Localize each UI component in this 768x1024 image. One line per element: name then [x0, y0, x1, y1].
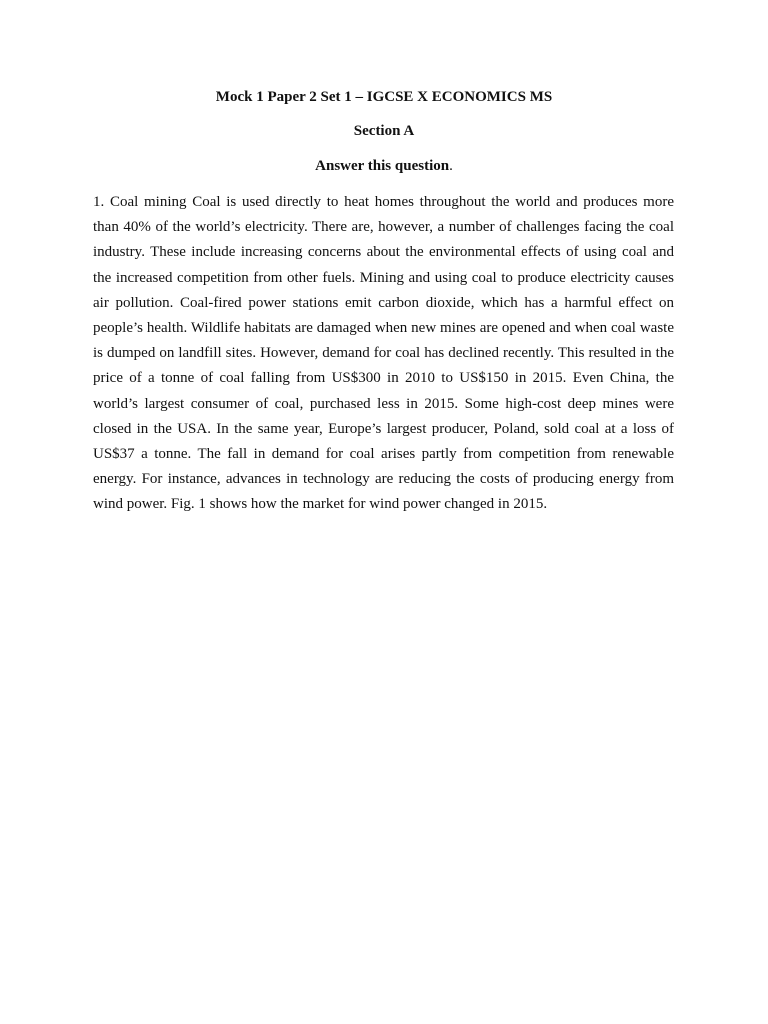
instruction-period: . [449, 158, 453, 174]
section-heading: Section A [353, 123, 415, 139]
question-instruction [0, 156, 768, 176]
question-text: 1. Coal mining Coal is used directly to heat homes throughout the world and produces more than 40% of the world’s electricity. There are, however, a number of challenges facing the coal industry. These include increasing concerns about the environmental effects of using coal and the increased competition from other fuels. Mining and using coal to produce electricity causes air pollution. Coal-fired power stations emit carbon dioxide, which has a harmful effect on people’s health. Wildlife habitats are damaged when new mines are opened and when coal waste is dumped on landfill sites. However, demand for coal has declined recently. This resulted in the price of a tonne of coal falling from US$300 in 2010 to US$150 in 2015. Even China, the world’s largest consumer of coal, purchased less in 2015. Some high-cost deep mines were closed in the USA. In the same year, Europe’s largest producer, Poland, sold coal at a loss of US$37 a tonne. The fall in demand for coal arises partly from competition from renewable energy. For instance, advances in technology are reducing the costs of producing energy from wind power. Fig. 1 shows how the market for wind power changed in 2015. [93, 194, 674, 513]
document-title: Mock 1 Paper 2 Set 1 – IGCSE X ECONOMICS MS [215, 89, 553, 105]
instruction-text: Answer this question [315, 158, 450, 174]
